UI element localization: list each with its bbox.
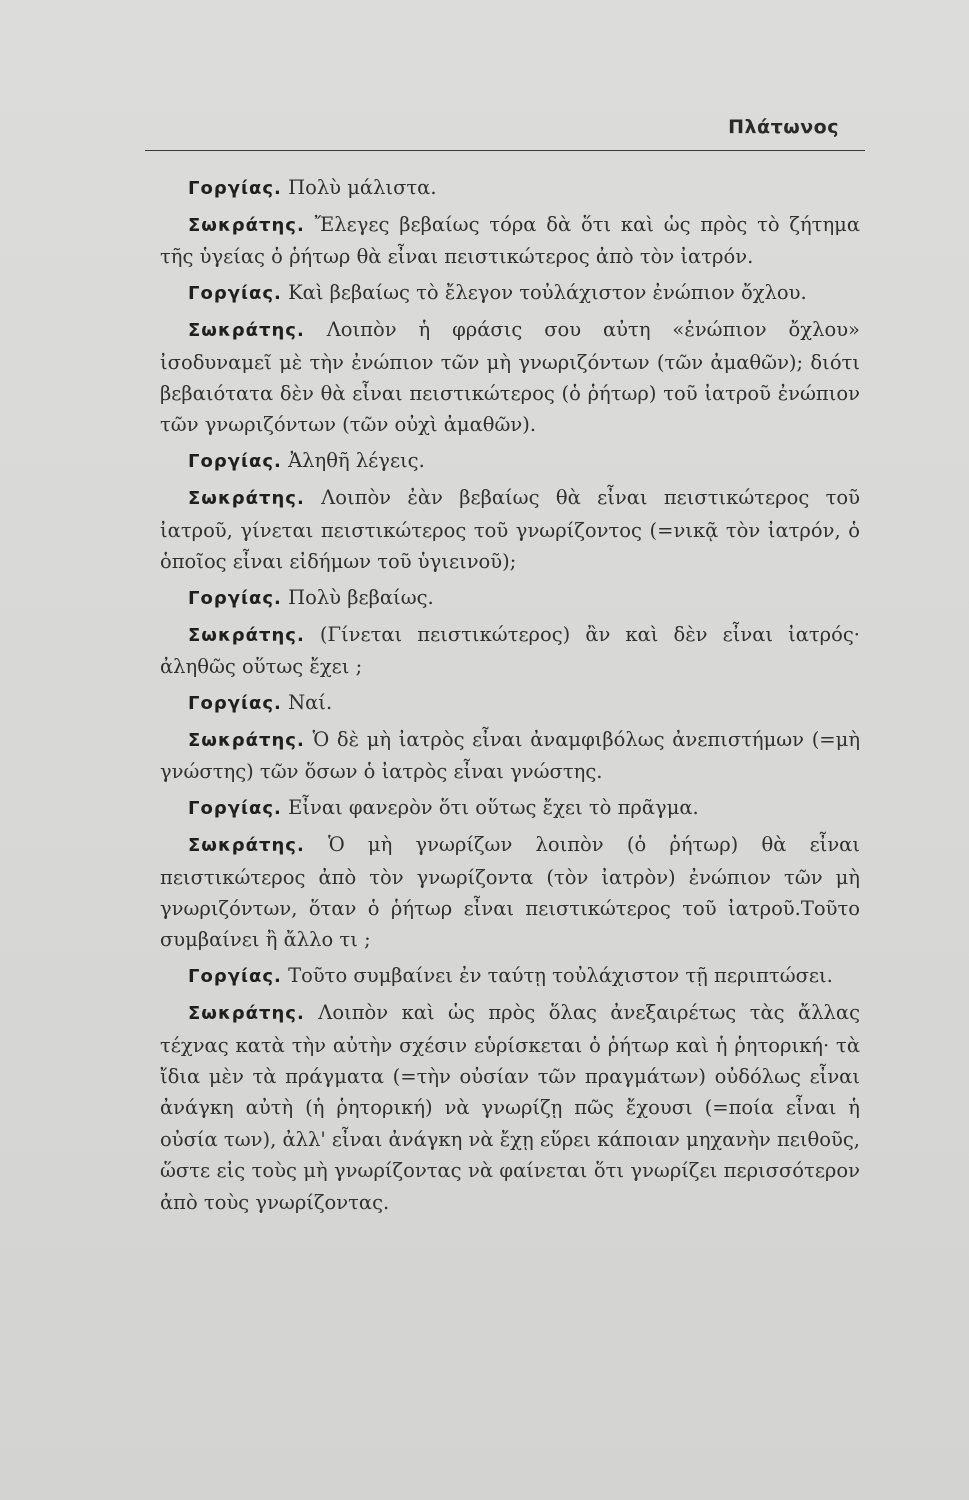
header-rule — [145, 150, 865, 151]
speaker-label: Σωκράτης. — [188, 1003, 305, 1025]
dialogue-turn — [160, 314, 860, 441]
speech-text: Ὁ δὲ μὴ ἰατρὸς εἶναι ἀναμφιβόλως ἀνεπιστήμων (=μὴ γνώστης) τῶν ὅσων ὁ ἰατρὸς εἶναι γνώστης. — [160, 728, 861, 784]
speaker-label: Γοργίας. — [188, 451, 282, 473]
speaker-label: Σωκράτης. — [188, 624, 305, 646]
running-title: Πλάτωνος — [728, 116, 839, 138]
speaker-label: Σωκράτης. — [188, 488, 305, 510]
speech-text: Λοιπὸν ἐὰν βεβαίως θὰ εἶναι πειστικώτερος τοῦ ἰατροῦ, γίνεται πειστικώτερος τοῦ γνωρίζοντος (=νικᾷ τὸν ἰατρόν, ὁ ὁποῖος εἶναι εἰδήμων τοῦ ὑγιεινοῦ); — [160, 486, 860, 573]
speaker-label: Γοργίας. — [188, 178, 282, 199]
speech-text: Πολὺ βεβαίως. — [288, 585, 434, 609]
speech-text: Ναί. — [288, 691, 333, 715]
dialogue-turn — [160, 792, 860, 824]
dialogue-turn — [160, 997, 860, 1218]
speaker-label: Γοργίας. — [188, 283, 282, 305]
dialogue-turn — [160, 209, 860, 273]
speech-text: Λοιπὸν καὶ ὡς πρὸς ὅλας ἀνεξαιρέτως τὰς ἄλλας τέχνας κατὰ τὴν αὐτὴν σχέσιν εὑρίσκεται ὁ ῥήτωρ καὶ ἡ ῥητορική· τὰ ἴδια μὲν τὰ πράγματα (=τὴν οὐσίαν τῶν πραγμάτων) οὐδόλως εἶναι ἀνάγκη αὐτὴ (ἡ ῥητορική) νὰ γνωρίζῃ πῶς ἔχουσι (=ποία εἶναι ἡ οὐσία των), ἀλλ' εἶναι ἀνάγκη νὰ ἔχῃ εὕρει κάποιαν μηχανὴν πειθοῦς, ὥστε εἰς τοὺς μὴ γνωρίζοντας νὰ φαίνεται ὅτι γνωρίζει περισσότερον ἀπὸ τοὺς γνωρίζοντας. — [160, 1001, 860, 1214]
speech-text: Τοῦτο συμβαίνει ἐν ταύτῃ τοὐλάχιστον τῇ περιπτώσει. — [288, 964, 833, 988]
dialogue-turn — [160, 829, 860, 956]
speech-text: Ὁ μὴ γνωρίζων λοιπὸν (ὁ ῥήτωρ) θὰ εἶναι πειστικώτερος ἀπὸ τὸν γνωρίζοντα (τὸν ἰατρὸν) ἐνώπιον τῶν μὴ γνωριζόντων, ὅταν ὁ ῥήτωρ εἶναι πειστικώτερος τοῦ ἰατροῦ.Τοῦτο συμβαίνει ἢ ἄλλο τι ; — [160, 833, 860, 952]
speaker-label: Γοργίας. — [188, 966, 282, 988]
speaker-label: Γοργίας. — [188, 798, 282, 820]
dialogue-turn — [160, 582, 860, 614]
dialogue-turn — [160, 277, 860, 309]
speaker-label: Σωκράτης. — [188, 835, 305, 857]
speech-text: Ἀληθῆ λέγεις. — [288, 449, 425, 473]
speech-text: Εἶναι φανερὸν ὅτι οὕτως ἔχει τὸ πρᾶγμα. — [288, 796, 699, 820]
dialogue-turn — [160, 960, 860, 992]
speech-text: (Γίνεται πειστικώτερος) ἂν καὶ δὲν εἶναι ἰατρός· ἀληθῶς οὕτως ἔχει ; — [160, 622, 860, 679]
dialogue-turn — [160, 619, 860, 683]
speaker-label: Σωκράτης. — [188, 214, 305, 236]
speech-text: Καὶ βεβαίως τὸ ἔλεγον τοὐλάχιστον ἐνώπιον ὄχλου. — [288, 281, 807, 305]
dialogue-turn — [160, 724, 860, 788]
dialogue-text — [160, 172, 860, 1223]
speaker-label: Γοργίας. — [188, 587, 282, 609]
dialogue-turn — [160, 482, 860, 577]
speech-text: Λοιπὸν ἡ φράσις σου αὐτη «ἐνώπιον ὄχλου» ἰσοδυναμεῖ μὲ τὴν ἐνώπιον τῶν μὴ γνωριζόντων (τῶν ἀμαθῶν); διότι βεβαιότατα δὲν θὰ εἶναι πειστικώτερος (ὁ ῥήτωρ) τοῦ ἰατροῦ ἐνώπιον τῶν γνωριζόντων (τῶν οὐχὶ ἀμαθῶν). — [160, 318, 860, 437]
speech-text: Πολὺ μάλιστα. — [288, 176, 437, 199]
dialogue-turn — [160, 445, 860, 477]
dialogue-turn — [160, 687, 860, 719]
speaker-label: Σωκράτης. — [188, 320, 305, 342]
speaker-label: Σωκράτης. — [188, 730, 305, 751]
speaker-label: Γοργίας. — [188, 693, 282, 715]
dialogue-turn — [160, 172, 860, 204]
speech-text: Ἔλεγες βεβαίως τόρα δὰ ὅτι καὶ ὡς πρὸς τὸ ζήτημα τῆς ὑγείας ὁ ῥήτωρ θὰ εἶναι πειστικώτερος ἀπὸ τὸν ἰατρόν. — [160, 212, 860, 269]
